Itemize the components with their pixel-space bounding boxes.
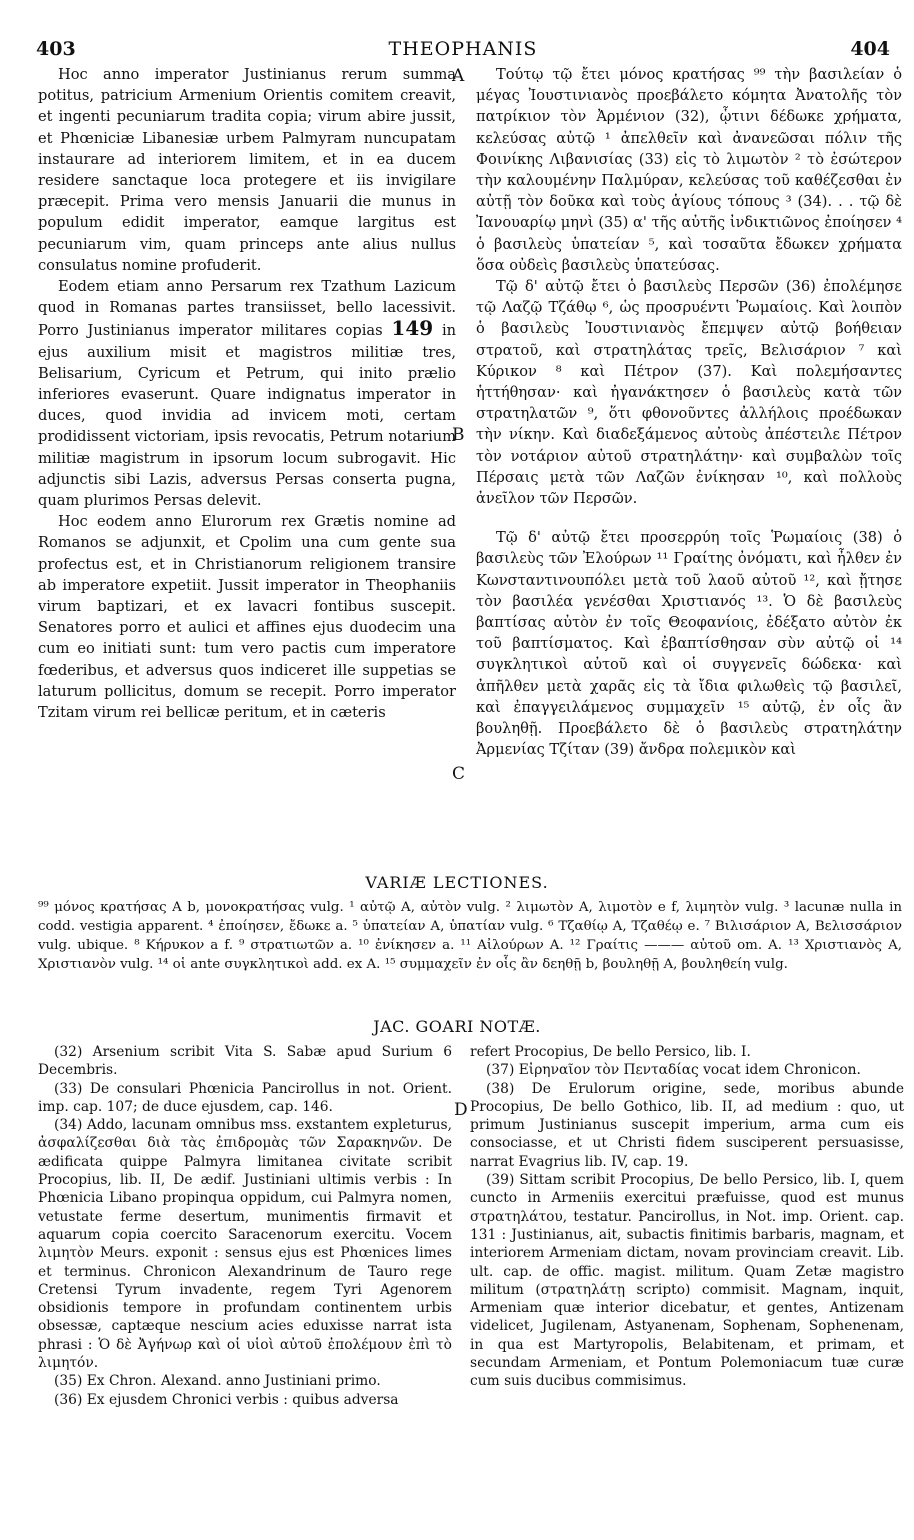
margin-letter-b: B bbox=[452, 425, 465, 445]
page-number-right: 404 bbox=[850, 38, 890, 60]
latin-paragraph-2 bbox=[38, 276, 456, 511]
page-header bbox=[36, 38, 890, 62]
latin-paragraph-3: Hoc eodem anno Elurorum rex Grætis nomine ad Romanos se adjunxit, et Cpolim una cum gente sua profectus est, et in Christianorum religionem transire ab imperatore expetiit. Jussit imperator in Theophaniis virum baptizari, et ex lavacri fontibus suscepit. Senatores porro et aulici et affines ejus duodecim una cum eo initiati sunt: tum vero pactis cum imperatore fœderibus, et adversus quos indiceret ille suppetias se laturum pollicitus, domum se recepit. Porro imperator Tzitam virum rei bellicæ peritum, et in cæteris bbox=[38, 513, 456, 722]
note-32: (32) Arsenium scribit Vita S. Sabæ apud Surium 6 Decembris. bbox=[38, 1044, 452, 1079]
variae-lectiones-text: ⁹⁹ μόνος κρατήσας A b, μονοκρατήσας vulg. ¹ αὐτῷ A, αὐτὸν vulg. ² λιμωτὸν A, λιμοτὸν e f, λιμητὸν vulg. ³ lacunæ nulla in codd. vestigia apparent. ⁴ ἐποίησεν, ἔδωκε a. ⁵ ὑπατείαν A, ὑπατίαν vulg. ⁶ Τζαθίῳ A, Τζαθέῳ e. ⁷ Βιλισάριον A, Βελισσάριον vulg. ubique. ⁸ Κήρυκον a f. ⁹ στρατιωτῶν a. ¹⁰ ἐνίκησεν a. ¹¹ Αἰλούρων A. ¹² Γραίτις ——— αὐτοῦ om. A. ¹³ Χριστιανὸς A, Χριστιανὸν vulg. ¹⁴ οἱ ante συγκλητικοὶ add. ex A. ¹⁵ συμμαχεῖν ἐν οἷς ἂν δεηθῇ b, βουληθῇ A, βουληθείη vulg. bbox=[38, 900, 902, 972]
margin-letter-d: D bbox=[454, 1100, 468, 1120]
note-38: (38) De Erulorum origine, sede, moribus abunde Procopius, De bello Gothico, lib. II, ad medium : quo, ut primum Justinianus suscepit imperium, arma cum eis consociasse, et ut Christi fidem susciperent persuasisse, narrat Evagrius lib. IV, cap. 19. bbox=[470, 1080, 904, 1170]
margin-letter-c: C bbox=[452, 764, 466, 784]
greek-paragraph-2: Τῷ δ' αὐτῷ ἔτει ὁ βασιλεὺς Περσῶν (36) ἐπολέμησε τῷ Λαζῷ Τζάθῳ ⁶, ὡς προσρυέντι Ῥωμαίοις. Καὶ λοιπὸν ὁ βασιλεὺς Ἰουστινιανὸς ἔπεμψεν αὐτῷ βοήθειαν στρατοῦ, καὶ στρατηλάτας τρεῖς, Βελισάριον ⁷ καὶ Κύρικον ⁸ καὶ Πέτρον (37). Καὶ πολεμήσαντες ἡττήθησαν· καὶ ἠγανάκτησεν ὁ βασιλεὺς κατὰ τῶν στρατηλατῶν ⁹, ὅτι φθονοῦντες ἀλλήλοις προέδωκαν τὴν νίκην. Καὶ διαδεξάμενος αὐτοὺς ἀπέστειλε Πέτρον τὸν νοτάριον αὐτοῦ στρατηλάτην· καὶ συμβαλὼν τοῖς Πέρσαις μετὰ τῶν Λαζῶν ἐνίκησαν ¹⁰, καὶ πολλοὺς ἀνεῖλον τῶν Περσῶν. bbox=[476, 278, 902, 508]
margin-letter-a: A bbox=[452, 66, 465, 86]
note-39: (39) Sittam scribit Procopius, De bello Persico, lib. I, quem cuncto in Armeniis exercitui præfuisse, quod est munus στρατηλάτου, testatur. Pancirollus, in Not. imp. Orient. cap. 131 : Justinianus, ait, subactis finitimis barbaris, magnam, et interiorem Armeniam dictam, novam provinciam creavit. Lib. ult. cap. de offic. magist. militum. Quam Zetæ magistro militum (στρατηλάτῃ scripto) commisit. Magnam, inquit, Armeniam quæ interior dicebatur, et gentes, Antizenam videlicet, Jugilenam, Astyanenam, Sophenam, Sophenenam, in qua est Martyropolis, Belabitenam, et primam, et secundam Armeniam, et Pontum Polemoniacum tuæ curæ cum suis ducibus commisimus. bbox=[470, 1172, 904, 1390]
note-36: (36) Ex ejusdem Chronici verbis : quibus adversa bbox=[54, 1391, 399, 1408]
latin-paragraph-2-start: Eodem etiam anno Persarum rex Tzathum Lazicum quod in Romanas partes transiisset, bello lacessivit. Porro Justinianus imperator militares copias bbox=[38, 278, 456, 340]
note-37: (37) Εἰρηναῖον τὸν Πενταδίας vocat idem Chronicon. bbox=[486, 1062, 861, 1079]
note-33: (33) De consulari Phœnicia Pancirollus in not. Orient. imp. cap. 107; de duce ejusdem, cap. 146. bbox=[38, 1080, 452, 1115]
note-34: (34) Addo, lacunam omnibus mss. exstantem expleturus, ἀσφαλίζεσθαι διὰ τὰς ἐπιδρομὰς τῶν Σαρακηνῶν. De ædificata quippe Palmyra limitanea civitate scribit Procopius, lib. II, De ædif. Justiniani ultimis verbis : In Phœnicia Libano propinqua oppidum, cui Palmyra nomen, vetustate ferme desertum, munimentis firmavit et aquarum copia coercito Saracenorum exercitu. Vocem λιμητὸν Meurs. exponit : sensus ejus est Phœnices limes et terminus. Chronicon Alexandrinum de Tauro rege Cretensi Tyrum invadente, regem Tyri Agenorem obsidionis tempore in profundam continentem urbis obsessæ, captæque nescium acies eduxisse narrat ista phrasi : Ὁ δὲ Ἀγήνωρ καὶ οἱ υἱοὶ αὐτοῦ ἐπολέμουν ἐπὶ τὸ λιμητόν. bbox=[38, 1117, 452, 1372]
latin-paragraph-1: Hoc anno imperator Justinianus rerum summa potitus, patricium Armenium Orientis comitem creavit, et ingenti pecuniarum tradita copia; virum abire jussit, et Phœniciæ Libanesiæ urbem Palmyram nuncupatam instaurare ad interiorem limitem, et in ea ducem residere sanctaque loca protegere et iis invigilare præcepit. Prima vero mensis Januarii die munus in populum edidit imperator, eamque largitus est pecuniarum vim, quam princeps ante alius nullus consulatus nomine profuderit. bbox=[38, 66, 456, 274]
latin-paragraph-2-end: in ejus auxilium misit et magistros militiæ tres, Belisarium, Cyricum et Petrum, qui inito prælio inferiores evaserunt. Quare indignatus imperator in duces, quod invidia ad invicem moti, certam prodidissent victoriam, ipsis revocatis, Petrum notarium militiæ magistrum in ipsorum locum subrogavit. Hic adjunctis sibi Lazis, adversus Persas conserta pugna, quam plurimos Persas delevit. bbox=[38, 322, 457, 510]
greek-paragraph-1: Τούτῳ τῷ ἔτει μόνος κρατήσας ⁹⁹ τὴν βασιλείαν ὁ μέγας Ἰουστινιανὸς προεβάλετο κόμητα Ἀνατολῆς τὸν πατρίκιον τὸν Ἀρμένιον (32), ᾧτινι δέδωκε χρήματα, κελεύσας αὐτῷ ¹ ἀπελθεῖν καὶ ἀνανεῶσαι πόλιν τῆς Φοινίκης Λιβανισίας (33) εἰς τὸ λιμωτὸν ² τὸ ἐσώτερον τὴν καλουμένην Παλμύραν, κελεύσας τοῦ καθέζεσθαι ἐν αὐτῇ τὸν δοῦκα καὶ τοὺς ἁγίους τόπους ³ (34). . . τῷ δὲ Ἰανουαρίῳ μηνὶ (35) α' τῆς αὐτῆς ἰνδικτιῶνος ἐποίησεν ⁴ ὁ βασιλεὺς ὑπατείαν ⁵, καὶ τοσαῦτα ἔδωκεν χρήματα ὅσα οὐδεὶς βασιλεὺς ὑπατεύσας. bbox=[476, 66, 902, 274]
column-number: 149 bbox=[391, 316, 434, 341]
notes-heading: JAC. GOARI NOTÆ. bbox=[373, 1017, 541, 1036]
note-35: (35) Ex Chron. Alexand. anno Justiniani primo. bbox=[54, 1373, 381, 1390]
latin-column bbox=[38, 64, 456, 723]
notes-left-column bbox=[38, 1043, 452, 1409]
running-title: THEOPHANIS bbox=[388, 38, 538, 60]
variae-lectiones-heading: VARIÆ LECTIONES. bbox=[365, 873, 549, 892]
note-36-continued: refert Procopius, De bello Persico, lib. I. bbox=[470, 1044, 751, 1060]
notes-right-column bbox=[470, 1043, 904, 1391]
greek-paragraph-3: Τῷ δ' αὐτῷ ἔτει προσερρύη τοῖς Ῥωμαίοις (38) ὁ βασιλεὺς τῶν Ἐλούρων ¹¹ Γραίτης ὀνόματι, καὶ ἦλθεν ἐν Κωνσταντινουπόλει μετὰ τοῦ λαοῦ αὐτοῦ ¹², καὶ ᾔτησε τὸν βασιλέα γενέσθαι Χριστιανός ¹³. Ὁ δὲ βασιλεὺς βαπτίσας αὐτὸν ἐν τοῖς Θεοφανίοις, ἐδέξατο αὐτὸν ἐκ τοῦ βαπτίσματος. Καὶ ἐβαπτίσθησαν σὺν αὐτῷ οἱ ¹⁴ συγκλητικοὶ αὐτοῦ καὶ οἱ συγγενεῖς δώδεκα· καὶ ἀπῆλθεν μετὰ χαρᾶς εἰς τὰ ἴδια φιλωθεὶς τῷ βασιλεῖ, καὶ ἐπαγγειλάμενος συμμαχεῖν ¹⁵ αὐτῷ, ἐν οἷς ἂν βουληθῇ. Προεβάλετο δὲ ὁ βασιλεὺς στρατηλάτην Ἀρμενίας Τζίταν (39) ἄνδρα πολεμικὸν καὶ bbox=[476, 529, 902, 759]
page-number-left: 403 bbox=[36, 38, 76, 60]
greek-column bbox=[476, 64, 902, 761]
